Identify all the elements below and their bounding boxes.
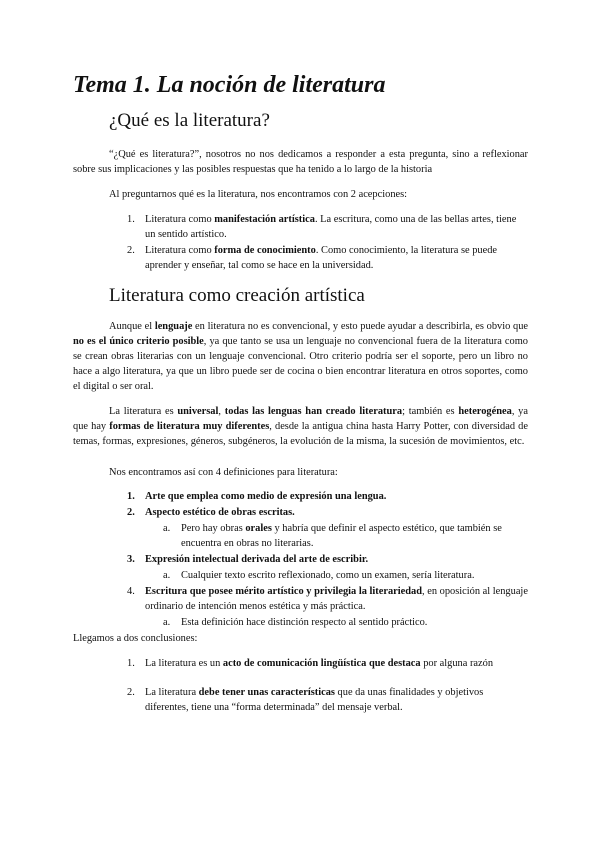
paragraph-conclusiones: Llegamos a dos conclusiones: (73, 633, 198, 644)
definitions-list (73, 489, 528, 630)
list-item: 3. Expresión intelectual derivada del arte de escribir. (127, 554, 369, 565)
conclusions-list (73, 656, 528, 715)
acepciones-list (73, 212, 528, 273)
page-title: Tema 1. La noción de literatura (73, 72, 386, 98)
list-item: 1. Literatura como manifestación artística. La escritura, como una de las bellas artes, tiene un sentido artístico. (127, 214, 517, 240)
paragraph-lenguaje: Aunque el lenguaje en literatura no es convencional, y esto puede ayudar a describirla, es obvio que no es el único criterio posible, ya que tanto se usa un lenguaje no convencional fuera de la literatura como se crean obras literarias con un lenguaje convencional. Otro criterio podría ser el soporte, pero un libro no hace a algo literatura, ya que un libro puede ser de cocina o bien encontrar literatura en otros soportes, como el digital o ser oral. (73, 321, 528, 392)
list-item: 2. Aspecto estético de obras escritas. (127, 507, 295, 518)
list-item: 1. Arte que emplea como medio de expresión una lengua. (127, 491, 387, 502)
list-item: a. Esta definición hace distinción respecto al sentido práctico. (163, 617, 428, 628)
list-item: a. Pero hay obras orales y habría que definir el aspecto estético, que también se encuentra en obras no literarias. (163, 523, 502, 549)
section-heading-what-is-literature: ¿Qué es la literatura? (109, 110, 270, 131)
list-item: 4. Escritura que posee mérito artístico y privilegia la literariedad, en oposición al lenguaje ordinario de intención menos estética y más práctica. (127, 586, 528, 612)
section-heading-creacion-artistica: Literatura como creación artística (109, 285, 365, 306)
paragraph-definiciones: Nos encontramos así con 4 definiciones para literatura: (109, 467, 338, 478)
list-item: a. Cualquier texto escrito reflexionado, como un examen, sería literatura. (163, 570, 475, 581)
paragraph-intro: “¿Qué es literatura?”, nosotros no nos dedicamos a responder a esta pregunta, sino a reflexionar sobre sus implicaciones y las posibles respuestas que ha tenido a lo largo de la historia (73, 149, 528, 175)
list-item: 1. La literatura es un acto de comunicación lingüística que destaca por alguna razón (127, 658, 494, 669)
list-item: 2. Literatura como forma de conocimiento. Como conocimiento, la literatura se puede aprender y enseñar, tal como se hace en la universidad. (127, 245, 498, 271)
paragraph-acepciones: Al preguntarnos qué es la literatura, nos encontramos con 2 acepciones: (109, 189, 408, 200)
paragraph-universal: La literatura es universal, todas las lenguas han creado literatura; también es heterogénea, ya que hay formas de literatura muy diferentes, desde la antigua china hasta Harry Potter, con diversidad de temas, formas, expresiones, géneros, subgéneros, la evolución de la misma, la sucesión de movimientos, etc. (73, 406, 528, 447)
list-item: 2. La literatura debe tener unas características que da unas finalidades y objetivos diferentes, tiene una “forma determinada” del mensaje verbal. (127, 687, 484, 713)
